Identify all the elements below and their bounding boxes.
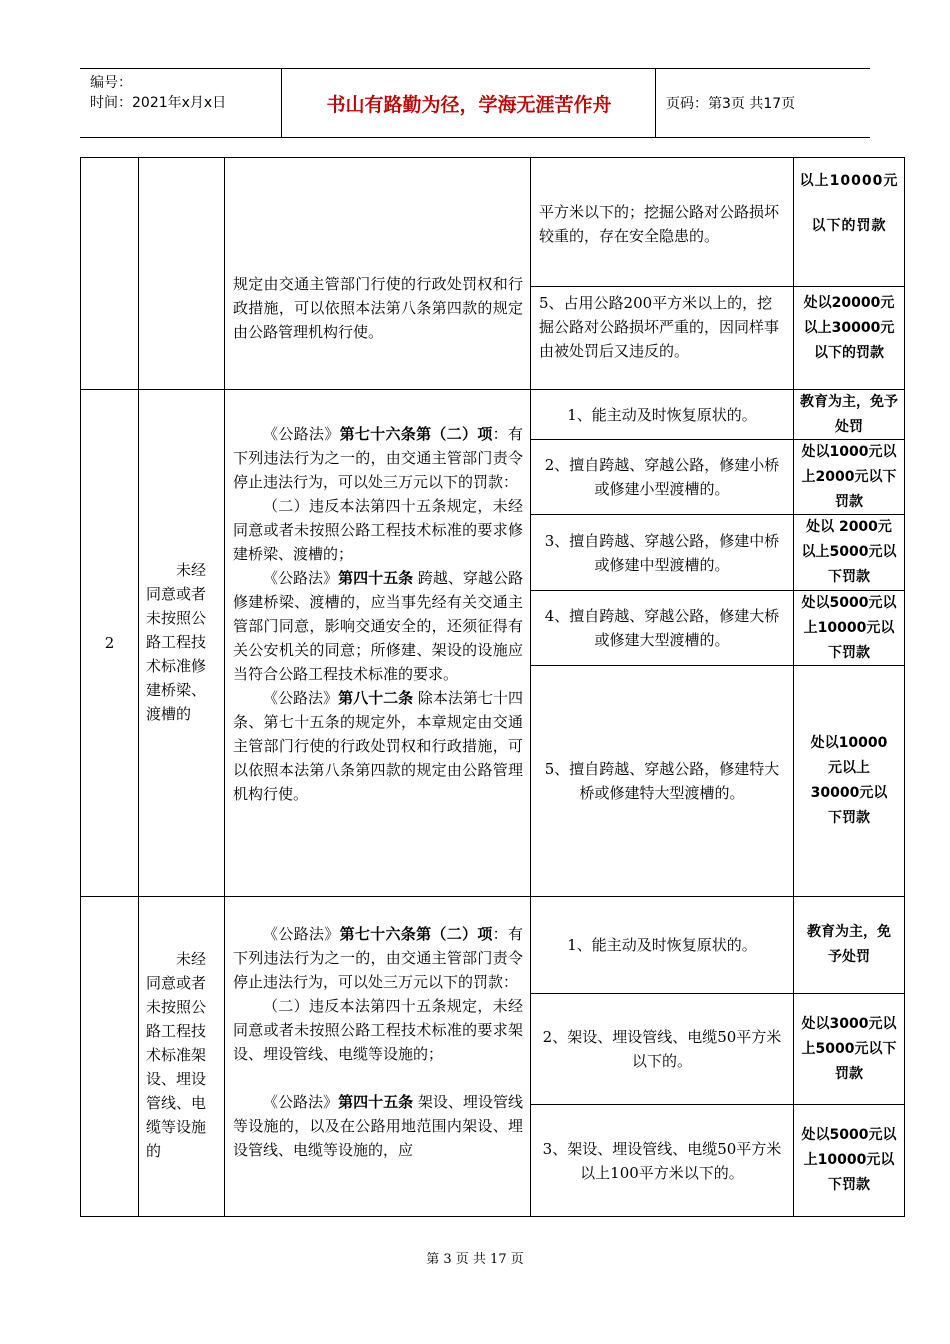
item-penalty: 处以5000元以上10000元以下罚款 — [801, 1127, 897, 1193]
header-meta — [80, 69, 282, 137]
item-description: 5、占用公路200平方米以上的，挖掘公路对公路损坏严重的，因同样事由被处罚后又违反的。 — [539, 294, 780, 360]
item-penalty: 处以 2000元以上5000元以下罚款 — [801, 519, 897, 585]
number-label: 编号： — [90, 75, 132, 91]
item-description: 3、擅自跨越、穿越公路，修建中桥或修建中型渡槽的。 — [544, 531, 780, 574]
item-description: 2、擅自跨越、穿越公路，修建小桥或修建小型渡槽的。 — [544, 456, 780, 498]
time-label: 时间：2021年x月x日 — [90, 95, 227, 111]
sub-row-divider — [530, 286, 905, 287]
col-divider — [224, 157, 225, 1217]
law-text: 《公路法》第七十六条第（二）项：有下列违法行为之一的，由交通主管部门责令停止违法行为，可以处三万元以下的罚款： （二）违反本法第四十五条规定，未经同意或者未按照公路工程技术标准的要求修建桥梁、渡槽的； 《公路法》第四十五条 跨越、穿越公路修建桥梁、渡槽的，应当事先经有关交通主管部门同意，影响交通安全的，还须征得有关公安机关的同意；所修建、架设的设施应当符合公路工程技术标准的要求。 《公路法》第八十二条 除本法第七十四条、第七十五条的规定外，本章规定由交通主管部门行使的行政处罚权和行政措施，可以依照本法第八条第四款的规定由公路管理机构行使。 — [233, 425, 523, 803]
item-penalty: 教育为主，免予处罚 — [807, 924, 891, 965]
header-motto: 书山有路勤为径，学海无涯苦作舟 — [283, 69, 656, 137]
item-description: 4、擅自跨越、穿越公路，修建大桥或修建大型渡槽的。 — [544, 607, 780, 649]
col-divider — [138, 157, 139, 1217]
law-text: 《公路法》第七十六条第（二）项：有下列违法行为之一的，由交通主管部门责令停止违法行为，可以处三万元以下的罚款： （二）违反本法第四十五条规定，未经同意或者未按照公路工程技术标准的要求架设、埋设管线、电缆等设施的； 《公路法》第四十五条 架设、埋设管线等设施的，以及在公路用地范围内架设、埋设管线、电缆等设施的，应 — [233, 925, 523, 1159]
item-penalty: 处以20000元以上30000元以下的罚款 — [803, 295, 895, 361]
col-divider — [904, 157, 905, 1217]
item-description: 5、擅自跨越、穿越公路，修建特大桥或修建特大型渡槽的。 — [544, 760, 780, 802]
law-text: 规定由交通主管部门行使的行政处罚权和行政措施，可以依照本法第八条第四款的规定由公路管理机构行使。 — [233, 275, 523, 341]
item-penalty: 处以3000元以上5000元以下罚款 — [801, 1015, 897, 1082]
table-border-top — [80, 157, 905, 158]
item-penalty: 处以1000元以上2000元以下罚款 — [801, 443, 897, 510]
item-penalty: 处以5000元以上10000元以下罚款 — [801, 594, 897, 661]
item-penalty: 教育为主，免予处罚 — [800, 393, 898, 435]
violation-name: 未经同意或者未按照公路工程技术标准修建桥梁、渡槽的 — [146, 561, 207, 723]
item-description: 1、能主动及时恢复原状的。 — [567, 936, 757, 954]
item-description: 3、架设、埋设管线、电缆50平方米以上100平方米以下的。 — [542, 1139, 782, 1182]
item-penalty: 以上10000元以下的罚款 — [799, 173, 899, 234]
item-description: 平方米以下的；挖掘公路对公路损坏较重的，存在安全隐患的。 — [539, 203, 780, 245]
item-penalty: 处以10000元以上30000元以下罚款 — [810, 735, 888, 826]
row-number: 2 — [104, 634, 115, 652]
item-description: 2、架设、埋设管线、电缆50平方米以下的。 — [542, 1028, 782, 1070]
page-footer: 第 3 页 共 17 页 — [426, 1252, 524, 1267]
table-border-bottom — [80, 1216, 905, 1217]
item-description: 1、能主动及时恢复原状的。 — [567, 405, 757, 424]
header-page-info: 页码：第3页 共17页 — [666, 96, 796, 112]
page-header — [80, 68, 870, 138]
violation-name: 未经同意或者未按照公路工程技术标准架设、埋设管线、电缆等设施的 — [146, 950, 207, 1160]
